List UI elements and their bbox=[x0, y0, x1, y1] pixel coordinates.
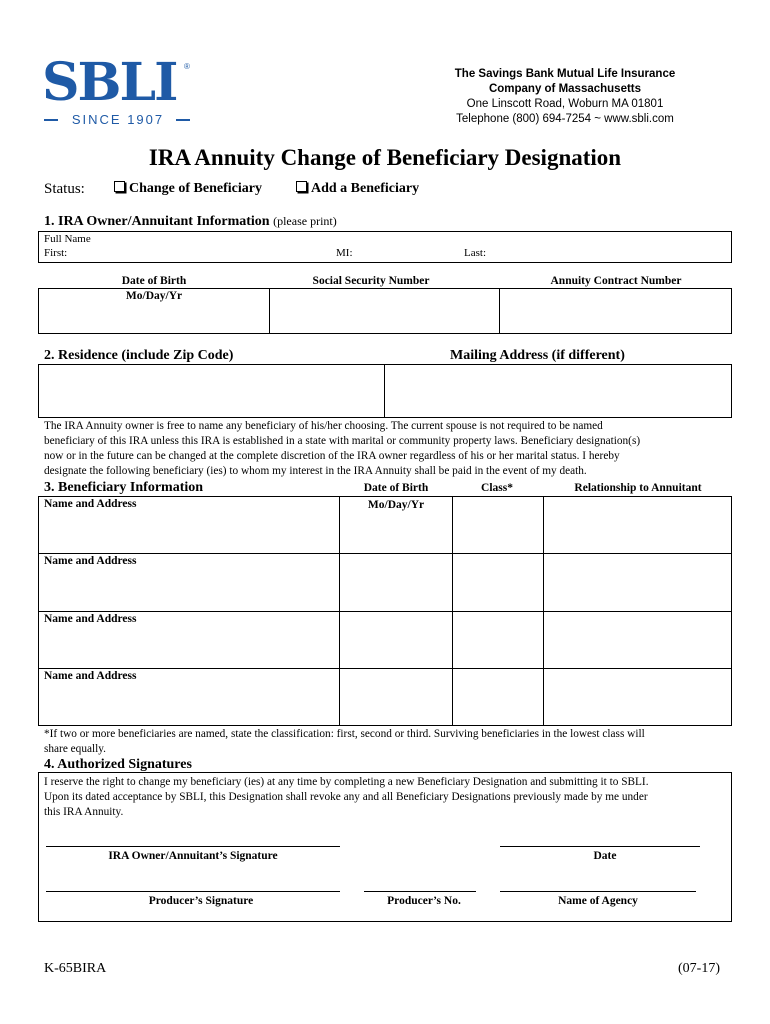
owner-dob-format: Mo/Day/Yr bbox=[125, 290, 183, 302]
owner-dob-input[interactable] bbox=[44, 308, 264, 328]
beneficiary-relationship-input[interactable] bbox=[548, 559, 728, 607]
beneficiary-dob-format: Mo/Day/Yr bbox=[367, 499, 425, 511]
last-name-label: Last: bbox=[464, 247, 486, 259]
designation-disclosure: The IRA Annuity owner is free to name any beneficiary of his/her choosing. The current spouse is not required to be named beneficiary of this IRA unless this IRA is established in a state with marital or community property laws. Beneficiary designation(s) now or in the future can be changed at the complete discretion of the IRA owner regardless of his or her marital status. I hereby designate the following beneficiary (ies) to whom my interest in the IRA Annuity shall be paid in the event of my death. bbox=[44, 420, 641, 477]
full-name-label: Full Name bbox=[44, 233, 91, 245]
company-contact: Telephone (800) 694-7254 ~ www.sbli.com bbox=[456, 113, 674, 125]
beneficiary-class-label: Class* bbox=[481, 482, 513, 494]
beneficiary-row-label: Name and Address bbox=[44, 555, 137, 567]
residence-input[interactable] bbox=[44, 368, 378, 414]
authorization-text: I reserve the right to change my beneficiary (ies) at any time by completing a new Beneficiary Designation and submitting it to SBLI. Upon its dated acceptance by SBLI, this Designation shall revoke any and all Beneficiary Designations previously made by me under this IRA Annuity. bbox=[44, 776, 649, 818]
section3-heading: 3. Beneficiary Information bbox=[44, 480, 204, 495]
beneficiary-relationship-label: Relationship to Annuitant bbox=[574, 482, 702, 494]
beneficiary-row-label: Name and Address bbox=[44, 670, 137, 682]
beneficiary-dob-input[interactable] bbox=[344, 559, 448, 607]
beneficiary-relationship-input[interactable] bbox=[548, 674, 728, 722]
company-logo bbox=[42, 52, 192, 128]
checkbox-icon[interactable] bbox=[114, 181, 125, 192]
middle-initial-input[interactable] bbox=[356, 246, 456, 260]
form-revision: (07-17) bbox=[678, 961, 720, 976]
classification-footnote: *If two or more beneficiaries are named, state the classification: first, second or third. Surviving beneficiaries in the lowest class will share equally. bbox=[44, 728, 645, 755]
beneficiary-dob-input[interactable] bbox=[344, 617, 448, 664]
beneficiary-dob-label: Date of Birth bbox=[363, 482, 429, 494]
contract-number-input[interactable] bbox=[505, 294, 727, 328]
beneficiary-class-input[interactable] bbox=[457, 674, 539, 722]
beneficiary-dob-input[interactable] bbox=[344, 674, 448, 722]
status-option-change[interactable]: Change of Beneficiary bbox=[114, 181, 262, 197]
logo-tagline-row bbox=[42, 112, 192, 128]
company-name-line1: The Savings Bank Mutual Life Insurance bbox=[454, 68, 676, 80]
status-label: Status: bbox=[44, 181, 85, 197]
beneficiary-row-label: Name and Address bbox=[44, 498, 137, 510]
beneficiary-row-label: Name and Address bbox=[44, 613, 137, 625]
beneficiary-name-address-input[interactable] bbox=[44, 627, 334, 664]
company-address: One Linscott Road, Woburn MA 01801 bbox=[466, 98, 664, 110]
logo-wordmark: SBLI bbox=[42, 52, 177, 113]
residence-label: 2. Residence (include Zip Code) bbox=[44, 348, 234, 363]
last-name-input[interactable] bbox=[494, 246, 724, 260]
producer-signature-line[interactable] bbox=[46, 891, 340, 892]
agency-name-label: Name of Agency bbox=[558, 895, 638, 907]
agency-name-line[interactable] bbox=[500, 891, 696, 892]
beneficiary-relationship-input[interactable] bbox=[548, 502, 728, 548]
logo-registered-mark: ® bbox=[184, 62, 190, 71]
section1-heading: 1. IRA Owner/Annuitant Information (please print) bbox=[44, 214, 337, 229]
producer-number-label: Producer’s No. bbox=[387, 895, 461, 907]
form-code: K-65BIRA bbox=[44, 961, 107, 976]
first-name-label: First: bbox=[44, 247, 68, 259]
contract-number-label: Annuity Contract Number bbox=[550, 275, 682, 287]
owner-signature-label: IRA Owner/Annuitant’s Signature bbox=[108, 850, 278, 862]
date-label: Date bbox=[593, 850, 617, 862]
status-option-add[interactable]: Add a Beneficiary bbox=[296, 181, 419, 197]
middle-initial-label: MI: bbox=[336, 247, 353, 259]
company-info bbox=[420, 67, 710, 127]
checkbox-icon[interactable] bbox=[296, 181, 307, 192]
beneficiary-dob-input[interactable] bbox=[344, 528, 448, 548]
mailing-address-label: Mailing Address (if different) bbox=[450, 348, 625, 363]
owner-signature-line[interactable] bbox=[46, 846, 340, 847]
beneficiary-class-input[interactable] bbox=[457, 617, 539, 664]
beneficiary-relationship-input[interactable] bbox=[548, 617, 728, 664]
beneficiary-name-address-input[interactable] bbox=[44, 512, 334, 550]
producer-number-line[interactable] bbox=[364, 891, 476, 892]
beneficiary-name-address-input[interactable] bbox=[44, 569, 334, 607]
date-line[interactable] bbox=[500, 846, 700, 847]
beneficiary-name-address-input[interactable] bbox=[44, 684, 334, 722]
producer-signature-label: Producer’s Signature bbox=[148, 895, 254, 907]
mailing-address-input[interactable] bbox=[390, 368, 726, 414]
owner-dob-label: Date of Birth bbox=[121, 275, 187, 287]
form-title: IRA Annuity Change of Beneficiary Designation bbox=[148, 145, 622, 170]
beneficiary-class-input[interactable] bbox=[457, 502, 539, 548]
logo-tagline: SINCE 1907 bbox=[71, 112, 165, 127]
company-name-line2: Company of Massachusetts bbox=[488, 83, 642, 95]
beneficiary-class-input[interactable] bbox=[457, 559, 539, 607]
first-name-input[interactable] bbox=[80, 246, 320, 260]
ssn-label: Social Security Number bbox=[312, 275, 430, 287]
section4-heading: 4. Authorized Signatures bbox=[44, 757, 192, 772]
ssn-input[interactable] bbox=[275, 294, 495, 328]
